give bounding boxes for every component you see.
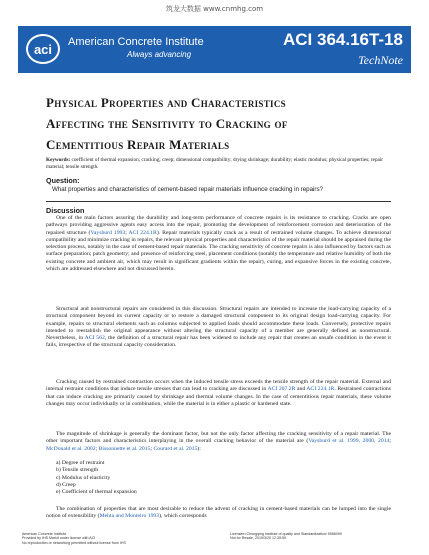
ref-link[interactable]: McDonald et al. 2002 — [46, 445, 96, 452]
p4-text-a: The magnitude of shrinkage is generally the dominant factor, but not the only factor affecting the cracking sensitivity of a repair material. The other important factors and characteristics interplaying in the overall cracking behavior of the material are ( — [46, 431, 391, 445]
p4-sep: ; — [95, 445, 99, 452]
title-line-2: Affecting the Sensitivity to Cracking of — [46, 116, 288, 131]
keywords-label: Keywords: — [46, 157, 71, 163]
paragraph-4 — [46, 431, 391, 453]
list-item: b) Tensile strength — [56, 467, 99, 474]
paragraph-1 — [46, 215, 391, 273]
p1-text-b: ). Repair materials typically crack as a result of restrained volume changes. To achieve dimensional compatibility and minimize cracking in repairs, the relevant physical properties and characteristics of the repair material should be appraised during the selection process, notably in the case of cement-based repair materials. The cracking sensitivity of concrete repairs is also influenced by factors such as surface preparation; patch geometry; and presence of reinforcing steel, placement conditions (notably the temperature and relative humidity of both the existing concrete and ambient air, which may result in significant gradients within the repair), curing, and expansive forces in the existing concrete, which are addressed elsewhere and not discussed herein. — [46, 229, 391, 273]
discussion-heading: Discussion — [46, 206, 85, 215]
p5-text-b: ), which corresponds — [159, 513, 207, 520]
ref-link[interactable]: Mehta and Monteiro 1993 — [99, 513, 160, 520]
p4-sep: ; — [150, 445, 154, 452]
ref-link[interactable]: ACI 207.2R — [267, 386, 296, 393]
p3-text-b: . Restrained contractions that can induce cracking are primarily caused by shrinkage and thermal volume changes. In the case of cementitious repair materials, these volume changes may occur individually or in combination, while the material is in either a plastic or hardened state. — [46, 386, 391, 407]
p5-text-a: The combination of properties that are most desirable to reduce the advent of cracking in cement-based materials can be lumped into the single notion of extensibility ( — [46, 506, 391, 520]
watermark-text: 筑龙大数据 www.cnmhg.com — [165, 5, 264, 13]
keywords-text: coefficient of thermal expansion; cracking; creep; dimensional compatibility; drying shrinkage; durability; elastic modulus; physical properties; repair material; tensile strength. — [46, 157, 384, 170]
list-item: a) Degree of restraint — [56, 460, 105, 466]
footer-left — [22, 532, 126, 545]
paragraph-2 — [46, 306, 391, 350]
p4-text-b: ): — [197, 445, 201, 452]
p3-sep: and — [295, 386, 307, 393]
ref-link[interactable]: ACI 224.1R — [306, 386, 335, 393]
document-number: ACI 364.16T-18 — [282, 30, 403, 49]
ref-link[interactable]: Courard et al. 2015 — [153, 445, 198, 452]
series-label: TechNote — [358, 53, 403, 67]
list-item: c) Modulus of elasticity — [56, 474, 111, 481]
list-item: d) Creep — [56, 481, 76, 488]
factor-list — [56, 460, 137, 496]
section-divider — [46, 201, 391, 202]
p1-sep: ; — [125, 229, 129, 236]
header-banner — [18, 26, 411, 73]
title-line-1: Physical Properties and Characteristics — [46, 95, 286, 110]
p1-text-a: One of the main factors assuring the durability and long-term performance of concrete repairs is its resistance to cracking. Cracks are open pathways providing aggressive agents easy access into the repair, promoting the development of reinforcement corrosion and deterioration of the repaired structure ( — [46, 215, 391, 236]
list-item: e) Coefficient of thermal expansion — [56, 489, 137, 496]
p2-text-a: Structural and nonstructural repairs are considered in this discussion. Structural repairs are intended to increase the load-carrying capacity of a structural component beyond its current capacity or to restore a damaged structural component to its original design load-carrying capacity. For example, repairs to structural elements such as columns subjected to applied loads should accommodate these loads. Conversely, protective repairs intended to reestablish the original appearance without altering the structural capacity of a member are generally defined as nonstructural. Nevertheless, in — [46, 306, 391, 342]
page-title — [46, 92, 406, 155]
p2-text-b: , the definition of a structural repair has been widened to include any repair that creates an unsafe condition in the event it fails, irrespective of the structural capacity consideration. — [46, 335, 392, 349]
footer-line: Provided by IHS Markit under license with ACI — [22, 536, 96, 541]
p4-sep: ; — [389, 438, 391, 445]
footer-line: Licensee=Chongqing Institute of quality and Standardization/ 5966099 — [230, 532, 342, 536]
tagline: Always advancing — [127, 50, 192, 59]
footer-line: No reproduction or networking permitted without license from IHS — [22, 540, 126, 545]
title-line-3: Cementitious Repair Materials — [46, 137, 230, 152]
footer-right — [230, 532, 342, 541]
aci-logo: aci — [26, 34, 60, 64]
paragraph-5 — [46, 506, 391, 521]
paragraph-3 — [46, 379, 391, 408]
org-name: American Concrete Institute — [68, 36, 204, 48]
ref-link[interactable]: Bissonnette et al. 2015 — [98, 445, 151, 452]
ref-link[interactable]: Vaysburd et al. 1999, 2000, 2014 — [308, 438, 390, 445]
question-text: What properties and characteristics of cement-based repair materials influence cracking in repairs? — [52, 186, 323, 193]
keywords — [46, 157, 390, 171]
ref-link[interactable]: Vaysburd 1993 — [90, 229, 126, 236]
footer-line: Not for Resale, 2019/3/20 12:35:59 — [230, 536, 286, 541]
question-heading: Question: — [46, 176, 80, 185]
ref-link[interactable]: ACI 224.1R — [128, 229, 157, 236]
p3-text-a: Cracking caused by restrained contraction occurs when the induced tensile stress exceeds the tensile strength of the repair material. External and internal restraint conditions that induce tensile stresses that can lead to cracking are discussed in — [46, 379, 391, 393]
footer-line: American Concrete Institute — [22, 532, 67, 536]
ref-link[interactable]: ACI 562 — [84, 335, 105, 342]
